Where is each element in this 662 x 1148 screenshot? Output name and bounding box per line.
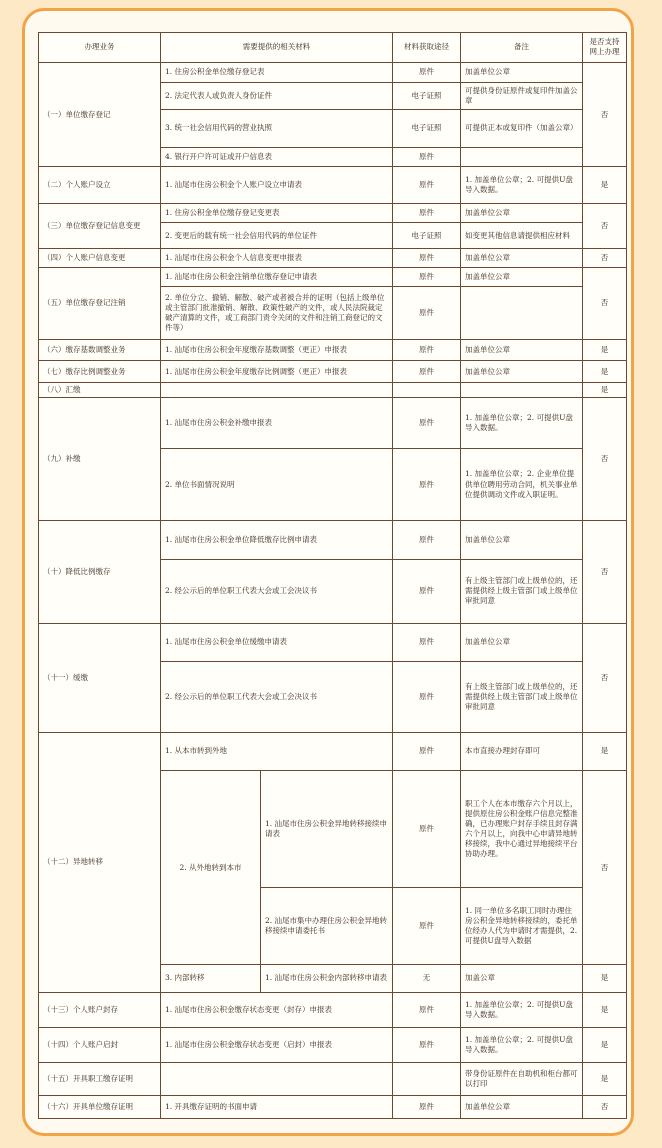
source-cell: 原件 (393, 361, 461, 382)
remark-cell: 1. 加盖单位公章；2. 可提供U盘导入数据。 (461, 992, 583, 1027)
material-cell: 1. 汕尾市住房公积金注销单位缴存登记申请表 (161, 267, 393, 286)
source-cell: 电子证照 (393, 222, 461, 249)
material-cell: 2. 变更后的载有统一社会信用代码的单位证件 (161, 222, 393, 249)
online-cell: 否 (583, 521, 627, 623)
material-cell: 1. 汕尾市住房公积金缴存状态变更（封存）申报表 (161, 992, 393, 1027)
remark-cell: 有上级主管部门或上级单位的，还需提供经上级主管部门或上级单位审批同意 (461, 662, 583, 732)
online-cell: 否 (583, 397, 627, 521)
remark-cell: 带身份证原件在自助机和柜台都可以打印 (461, 1063, 583, 1096)
online-cell: 是 (583, 167, 627, 203)
source-cell: 原件 (393, 992, 461, 1027)
table-row (39, 249, 627, 267)
source-cell (393, 382, 461, 397)
source-cell: 原件 (393, 267, 461, 286)
header-business: 办理业务 (39, 33, 161, 63)
source-cell: 原件 (393, 559, 461, 623)
remark-cell: 加盖单位公章 (461, 340, 583, 361)
source-cell: 原件 (393, 249, 461, 267)
table-row (39, 732, 627, 770)
table-row (39, 1063, 627, 1096)
source-cell: 原件 (393, 203, 461, 222)
category-cell: （八）汇缴 (39, 382, 161, 397)
online-cell: 否 (583, 623, 627, 732)
source-cell: 原件 (393, 1096, 461, 1119)
online-cell: 是 (583, 361, 627, 382)
online-cell: 否 (583, 249, 627, 267)
material-cell: 2. 法定代表人或负责人身份证件 (161, 83, 393, 110)
material-cell: 2. 单位分立、撤销、解散、破产或者被合并的证明（包括上级单位或主管部门批准撤销、解散、政策性破产的文件，或人民法院裁定破产清算的文件，或工商部门责令关闭的文件和注销工商登记的文件等） (161, 286, 393, 339)
remark-cell: 加盖单位公章 (461, 62, 583, 82)
source-cell: 原件 (393, 662, 461, 732)
source-cell: 原件 (393, 1028, 461, 1063)
category-cell: （一）单位缴存登记 (39, 62, 161, 167)
remark-cell: 本市直接办理封存即可 (461, 732, 583, 770)
material-cell: 1. 汕尾市住房公积金缴存状态变更（启封）申报表 (161, 1028, 393, 1063)
table-row (39, 203, 627, 222)
category-cell: （十五）开具职工缴存证明 (39, 1063, 161, 1096)
remark-cell: 加盖单位公章 (461, 521, 583, 559)
remark-cell (461, 148, 583, 167)
source-cell: 原件 (393, 521, 461, 559)
remark-cell: 加盖单位公章 (461, 361, 583, 382)
material-cell: 2. 汕尾市集中办理住房公积金异地转移接续申请委托书 (261, 888, 393, 965)
source-cell: 电子证照 (393, 109, 461, 147)
remark-cell: 加盖单位公章 (461, 267, 583, 286)
remark-cell: 1. 加盖单位公章；2. 可提供U盘导入数据。 (461, 397, 583, 448)
remark-cell: 加盖单位公章 (461, 203, 583, 222)
category-cell: （十二）异地转移 (39, 732, 161, 992)
remark-cell: 有上级主管部门或上级单位的，还需提供经上级主管部门或上级单位审批同意 (461, 559, 583, 623)
table-row (39, 62, 627, 82)
remark-cell (461, 286, 583, 339)
material-cell (161, 1063, 393, 1096)
header-online: 是否支持网上办理 (583, 33, 627, 63)
category-cell: （十四）个人账户启封 (39, 1028, 161, 1063)
remark-cell: 如变更其他信息请提供相应材料 (461, 222, 583, 249)
header-remark: 备注 (461, 33, 583, 63)
sub-category-cell: 2. 从外地转到本市 (161, 771, 261, 965)
category-cell: （九）补缴 (39, 397, 161, 521)
material-cell: 2. 经公示后的单位职工代表大会或工会决议书 (161, 662, 393, 732)
table-row (39, 382, 627, 397)
table-row (39, 361, 627, 382)
source-cell: 原件 (393, 62, 461, 82)
online-cell: 是 (583, 965, 627, 993)
material-cell: 1. 住房公积金单位缴存登记表 (161, 62, 393, 82)
material-cell: 1. 汕尾市住房公积金个人账户设立申请表 (161, 167, 393, 203)
material-cell: 1. 开具缴存证明的书面申请 (161, 1096, 393, 1119)
remark-cell: 加盖单位公章 (461, 249, 583, 267)
source-cell: 原件 (393, 148, 461, 167)
table-row (39, 521, 627, 559)
remark-cell: 可提供正本或复印件（加盖公章） (461, 109, 583, 147)
online-cell: 是 (583, 1028, 627, 1063)
material-cell: 1. 住房公积金单位缴存登记变更表 (161, 203, 393, 222)
table-row (39, 1028, 627, 1063)
remark-cell: 1. 加盖单位公章；2. 企业单位提供单位聘用劳动合同，机关事业单位提供调动文件或入职证明。 (461, 448, 583, 521)
source-cell: 原件 (393, 340, 461, 361)
remark-cell (461, 382, 583, 397)
source-cell: 原件 (393, 448, 461, 521)
material-cell: 4. 银行开户许可证或开户信息表 (161, 148, 393, 167)
online-cell: 否 (583, 62, 627, 167)
material-cell: 1. 从本市转到外地 (161, 732, 393, 770)
category-cell: （三）单位缴存登记信息变更 (39, 203, 161, 249)
material-cell (161, 382, 393, 397)
online-cell: 是 (583, 992, 627, 1027)
source-cell (393, 1063, 461, 1096)
category-cell: （十一）缓缴 (39, 623, 161, 732)
material-cell: 1. 汕尾市住房公积金内部转移申请表 (261, 965, 393, 993)
online-cell: 是 (583, 732, 627, 770)
remark-cell: 职工个人在本市缴存六个月以上，提供原住房公积金账户信息完整准确，已办理账户封存手续且封存满六个月以上，向我中心申请异地转移接续，我中心通过异地接续平台协助办理。 (461, 771, 583, 888)
table-row (39, 992, 627, 1027)
source-cell: 原件 (393, 732, 461, 770)
remark-cell: 1. 加盖单位公章；2. 可提供U盘导入数据。 (461, 167, 583, 203)
sub-category-cell: 3. 内部转移 (161, 965, 261, 993)
material-cell: 2. 经公示后的单位职工代表大会或工会决议书 (161, 559, 393, 623)
source-cell: 无 (393, 965, 461, 993)
online-cell: 否 (583, 267, 627, 340)
online-cell: 否 (583, 771, 627, 965)
online-cell: 是 (583, 382, 627, 397)
remark-cell: 1. 同一单位多名职工同时办理住房公积金异地转移接续的，委托单位经办人代为申请时才需提供，2. 可提供U盘导入数据 (461, 888, 583, 965)
category-cell: （六）缴存基数调整业务 (39, 340, 161, 361)
source-cell: 原件 (393, 167, 461, 203)
online-cell: 是 (583, 1063, 627, 1096)
category-cell: （四）个人账户信息变更 (39, 249, 161, 267)
source-cell: 电子证照 (393, 83, 461, 110)
business-materials-table (38, 32, 627, 1119)
header-source: 材料获取途径 (393, 33, 461, 63)
material-cell: 1. 汕尾市住房公积金单位缓缴申请表 (161, 623, 393, 661)
source-cell: 原件 (393, 888, 461, 965)
source-cell: 原件 (393, 397, 461, 448)
table-row (39, 623, 627, 661)
category-cell: （十）降低比例缴存 (39, 521, 161, 623)
category-cell: （二）个人账户设立 (39, 167, 161, 203)
remark-cell: 加盖单位公章 (461, 1096, 583, 1119)
category-cell: （五）单位缴存登记注销 (39, 267, 161, 340)
material-cell: 2. 单位书面情况说明 (161, 448, 393, 521)
online-cell: 是 (583, 340, 627, 361)
online-cell: 否 (583, 203, 627, 249)
material-cell: 3. 统一社会信用代码的营业执照 (161, 109, 393, 147)
category-cell: （七）缴存比例调整业务 (39, 361, 161, 382)
material-cell: 1. 汕尾市住房公积金年度缴存比例调整（更正）申报表 (161, 361, 393, 382)
table-row (39, 167, 627, 203)
remark-cell: 1. 加盖单位公章；2. 可提供U盘导入数据。 (461, 1028, 583, 1063)
material-cell: 1. 汕尾市住房公积金单位降低缴存比例申请表 (161, 521, 393, 559)
material-cell: 1. 汕尾市住房公积金年度缴存基数调整（更正）申报表 (161, 340, 393, 361)
header-materials: 需要提供的相关材料 (161, 33, 393, 63)
remark-cell: 加盖公章 (461, 965, 583, 993)
remark-cell: 加盖单位公章 (461, 623, 583, 661)
source-cell: 原件 (393, 771, 461, 888)
category-cell: （十六）开具单位缴存证明 (39, 1096, 161, 1119)
remark-cell: 可提供身份证原件或复印件加盖公章 (461, 83, 583, 110)
category-cell: （十三）个人账户封存 (39, 992, 161, 1027)
online-cell: 否 (583, 1096, 627, 1119)
table-row (39, 267, 627, 286)
source-cell: 原件 (393, 286, 461, 339)
material-cell: 1. 汕尾市住房公积金补缴申报表 (161, 397, 393, 448)
table-header-row (39, 33, 627, 63)
material-cell: 1. 汕尾市住房公积金个人信息变更申报表 (161, 249, 393, 267)
material-cell: 1. 汕尾市住房公积金异地转移接续申请表 (261, 771, 393, 888)
table-row (39, 1096, 627, 1119)
table-row (39, 340, 627, 361)
table-row (39, 397, 627, 448)
source-cell: 原件 (393, 623, 461, 661)
